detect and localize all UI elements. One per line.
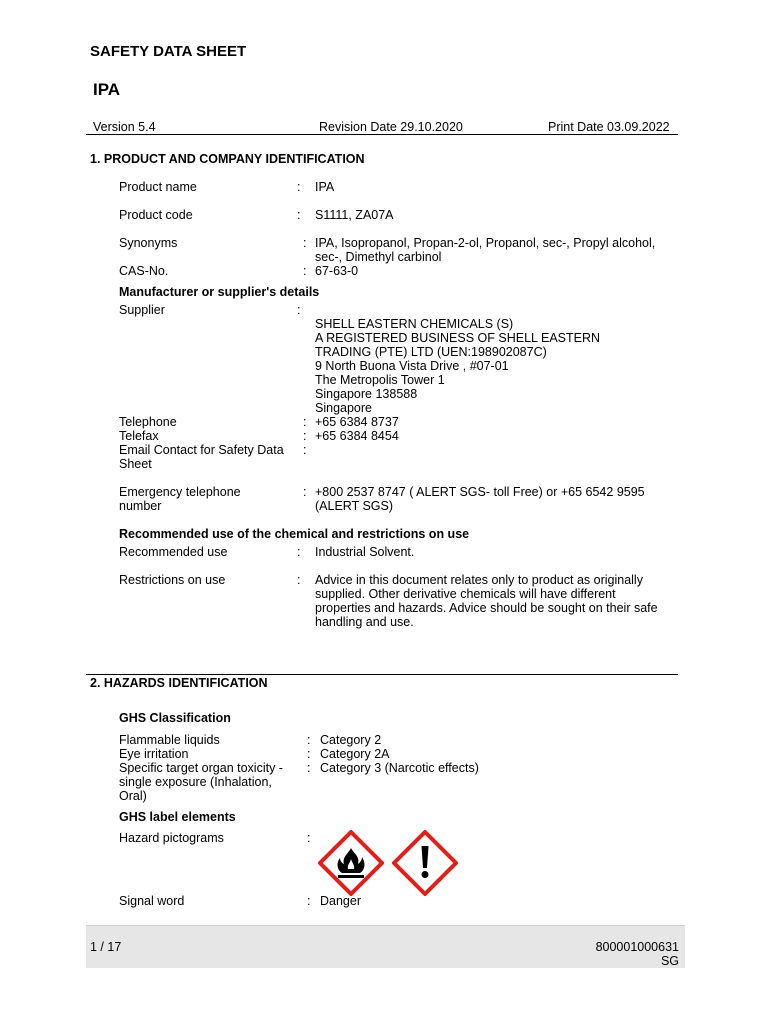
print-date: Print Date 03.09.2022 — [548, 120, 670, 134]
recommended-use-value: Industrial Solvent. — [315, 545, 415, 559]
colon: : — [303, 236, 307, 250]
document-number: 800001000631 — [595, 940, 679, 954]
synonyms-label: Synonyms — [119, 236, 178, 250]
supplier-line: The Metropolis Tower 1 — [315, 373, 445, 387]
version-text: Version 5.4 — [93, 120, 156, 134]
supplier-line: A REGISTERED BUSINESS OF SHELL EASTERN — [315, 331, 601, 345]
flame-pictogram-icon — [318, 830, 384, 896]
emergency-value-line1: +800 2537 8747 ( ALERT SGS- toll Free) or +65 6542 9595 — [315, 485, 645, 499]
manufacturer-heading: Manufacturer or supplier's details — [119, 285, 320, 299]
colon: : — [297, 303, 301, 317]
stot-label-line: single exposure (Inhalation, — [119, 775, 272, 789]
section2-heading: 2. HAZARDS IDENTIFICATION — [90, 676, 268, 690]
product-code-value: S1111, ZA07A — [315, 208, 394, 222]
colon: : — [297, 545, 301, 559]
revision-date: Revision Date 29.10.2020 — [319, 120, 463, 134]
signal-word-value: Danger — [320, 894, 361, 908]
ghs-label-elements-heading: GHS label elements — [119, 810, 236, 824]
cas-value: 67-63-0 — [315, 264, 359, 278]
colon: : — [307, 894, 311, 908]
recommended-use-label: Recommended use — [119, 545, 228, 559]
stot-label-line: Specific target organ toxicity - — [119, 761, 283, 775]
product-name-value: IPA — [315, 180, 335, 194]
colon: : — [303, 429, 307, 443]
colon: : — [307, 831, 311, 845]
product-code-label: Product code — [119, 208, 193, 222]
supplier-line: TRADING (PTE) LTD (UEN:198902087C) — [315, 345, 547, 359]
country-code: SG — [660, 954, 679, 968]
colon: : — [303, 443, 307, 457]
colon: : — [297, 208, 301, 222]
email-contact-label: Email Contact for Safety Data — [119, 443, 284, 457]
emergency-label: Emergency telephone — [119, 485, 241, 499]
email-contact-label-line2: Sheet — [119, 457, 152, 471]
page-number: 1 / 17 — [90, 940, 122, 954]
restrictions-label: Restrictions on use — [119, 573, 226, 587]
emergency-label-line2: number — [119, 499, 162, 513]
product-title: IPA — [93, 80, 121, 99]
restrictions-line: properties and hazards. Advice should be sought on their safe — [315, 601, 658, 615]
colon: : — [297, 180, 301, 194]
colon: : — [303, 415, 307, 429]
flammable-label: Flammable liquids — [119, 733, 220, 747]
ghs-classification-heading: GHS Classification — [119, 711, 231, 725]
supplier-line: SHELL EASTERN CHEMICALS (S) — [315, 317, 514, 331]
cas-label: CAS-No. — [119, 264, 169, 278]
section1-heading: 1. PRODUCT AND COMPANY IDENTIFICATION — [90, 152, 365, 166]
telefax-label: Telefax — [119, 429, 159, 443]
telephone-value: +65 6384 8737 — [315, 415, 399, 429]
signal-word-label: Signal word — [119, 894, 185, 908]
page-footer — [86, 925, 685, 968]
colon: : — [297, 573, 301, 587]
supplier-line: Singapore 138588 — [315, 387, 418, 401]
emergency-value-line2: (ALERT SGS) — [315, 499, 394, 513]
eye-irritation-value: Category 2A — [320, 747, 390, 761]
restrictions-line: Advice in this document relates only to product as originally — [315, 573, 643, 587]
flammable-value: Category 2 — [320, 733, 382, 747]
stot-value: Category 3 (Narcotic effects) — [320, 761, 479, 775]
exclamation-mark-pictogram-icon — [392, 830, 458, 896]
restrictions-line: supplied. Other derivative chemicals will have different — [315, 587, 616, 601]
product-name-label: Product name — [119, 180, 197, 194]
header-divider — [86, 134, 678, 135]
colon: : — [307, 761, 311, 775]
document-title: SAFETY DATA SHEET — [90, 43, 247, 60]
telephone-label: Telephone — [119, 415, 177, 429]
synonyms-value-line1: IPA, Isopropanol, Propan-2-ol, Propanol, sec-, Propyl alcohol, — [315, 236, 656, 250]
hazard-pictograms-label: Hazard pictograms — [119, 831, 224, 845]
synonyms-value-line2: sec-, Dimethyl carbinol — [315, 250, 442, 264]
recommended-use-heading: Recommended use of the chemical and restrictions on use — [119, 527, 470, 541]
supplier-line: Singapore — [315, 401, 372, 415]
colon: : — [303, 264, 307, 278]
supplier-label: Supplier — [119, 303, 165, 317]
colon: : — [307, 733, 311, 747]
telefax-value: +65 6384 8454 — [315, 429, 399, 443]
section2-divider — [86, 674, 678, 675]
colon: : — [303, 485, 307, 499]
stot-label-line: Oral) — [119, 789, 147, 803]
supplier-line: 9 North Buona Vista Drive , #07-01 — [315, 359, 509, 373]
eye-irritation-label: Eye irritation — [119, 747, 189, 761]
colon: : — [307, 747, 311, 761]
restrictions-line: handling and use. — [315, 615, 414, 629]
